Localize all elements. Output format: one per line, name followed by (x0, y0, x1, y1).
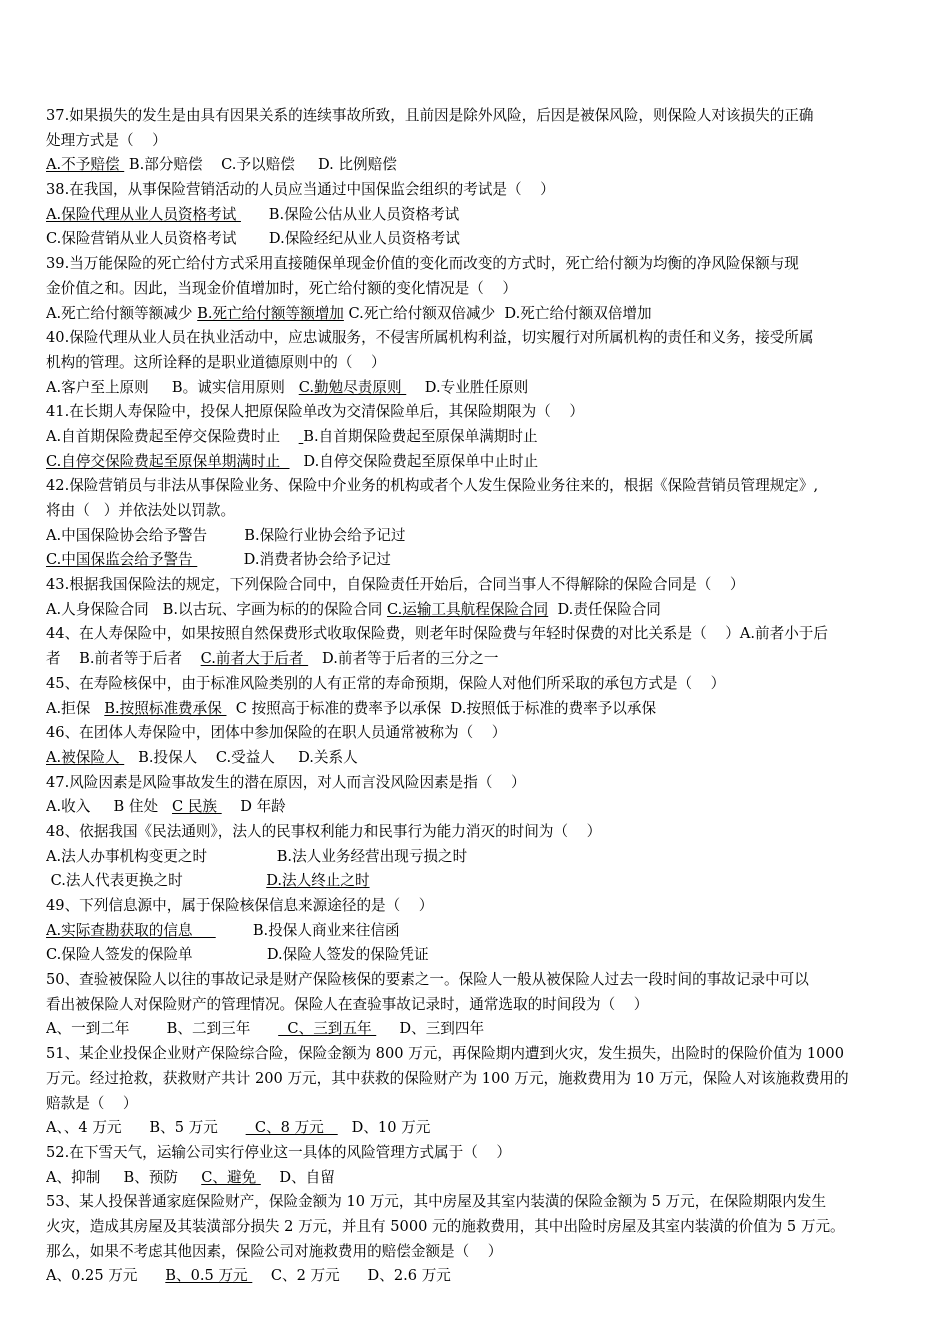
text-segment: 38.在我国，从事保险营销活动的人员应当通过中国保监会组织的考试是（ ） (46, 181, 555, 199)
text-segment: A.收入 B 住处 (46, 798, 173, 816)
answer-text: B、0.5 万元 (165, 1267, 253, 1285)
text-segment: 看出被保险人对保险财产的管理情况。保险人在查验事故记录时，通常选取的时间段为（ ） (46, 995, 649, 1013)
answer-text: D.法人终止之时 (266, 872, 370, 890)
text-segment: A.法人办事机构变更之时 B.法人业务经营出现亏损之时 (46, 847, 468, 865)
text-line (46, 326, 908, 351)
text-segment: A、0.25 万元 (46, 1267, 166, 1285)
text-segment: C.死亡给付额双倍减少 D.死亡给付额双倍增加 (343, 304, 652, 322)
text-segment: A.死亡给付额等额减少 (46, 304, 198, 322)
answer-text: A.不予赔偿 (46, 156, 125, 174)
text-line (46, 351, 908, 376)
text-line (46, 919, 908, 944)
text-line (46, 869, 908, 894)
text-segment: D、三到四年 (376, 1020, 485, 1038)
text-segment: A.客户至上原则 B。诚实信用原则 (46, 378, 299, 396)
text-line (46, 672, 908, 697)
text-segment: 那么，如果不考虑其他因素，保险公司对施救费用的赔偿金额是（ ） (46, 1242, 503, 1260)
text-segment: D.自停交保险费起至原保单中止时止 (289, 452, 539, 470)
text-line (46, 425, 908, 450)
text-segment: C.保险营销从业人员资格考试 D.保险经纪从业人员资格考试 (46, 230, 460, 248)
answer-text: B.死亡给付额等额增加 (197, 304, 344, 322)
text-segment: 45、在寿险核保中，由于标准风险类别的人有正常的寿命预期，保险人对他们所采取的承包方式是（ ） (46, 674, 726, 692)
text-line (46, 178, 908, 203)
text-segment: 万元。经过抢救，获救财产共计 200 万元，其中获救的保险财产为 100 万元，施救费用为 10 万元，保险人对该施救费用的 (46, 1069, 849, 1087)
answer-text: C、三到五年 (278, 1020, 377, 1038)
text-segment: D 年龄 (221, 798, 286, 816)
text-line (46, 1166, 908, 1191)
text-line (46, 499, 908, 524)
text-line (46, 400, 908, 425)
text-line (46, 845, 908, 870)
answer-text: C.运输工具航程保险合同 (386, 600, 549, 618)
text-line (46, 771, 908, 796)
answer-text: C.自停交保险费起至原保单期满时止 (46, 452, 290, 470)
text-line (46, 104, 908, 129)
text-segment: D.前者等于后者的三分之一 (308, 650, 499, 668)
answer-text: C.勤勉尽责原则 (298, 378, 407, 396)
text-line (46, 1116, 908, 1141)
text-line (46, 598, 908, 623)
text-line (46, 721, 908, 746)
text-line (46, 227, 908, 252)
text-line (46, 474, 908, 499)
text-segment: A.拒保 (46, 699, 105, 717)
text-segment: C 按照高于标准的费率予以承保 D.按照低于标准的费率予以承保 (226, 699, 657, 717)
text-line (46, 548, 908, 573)
text-segment: A、抑制 B、预防 (46, 1168, 202, 1186)
text-segment: 金价值之和。因此，当现金价值增加时，死亡给付额的变化情况是（ ） (46, 279, 517, 297)
answer-text: B.按照标准费承保 (104, 699, 227, 717)
text-segment: 处理方式是（ ） (46, 131, 167, 149)
text-segment: 40.保险代理从业人员在执业活动中，应忠诚服务，不侵害所属机构利益，切实履行对所属机构的责任和义务，接受所属 (46, 329, 814, 347)
text-segment: A.自首期保险费起至停交保险费时止 (46, 427, 299, 445)
answer-text: C、8 万元 (245, 1119, 338, 1137)
answer-text: C、避免 (201, 1168, 261, 1186)
answer-text: C.中国保监会给予警告 (46, 551, 198, 569)
text-line (46, 993, 908, 1018)
text-segment: A.中国保险协会给予警告 B.保险行业协会给予记过 (46, 526, 406, 544)
text-segment: B.保险公估从业人员资格考试 (240, 205, 460, 223)
text-line (46, 252, 908, 277)
exam-document (46, 104, 908, 1289)
text-line (46, 203, 908, 228)
text-line (46, 1215, 908, 1240)
text-line (46, 795, 908, 820)
text-line (46, 1264, 908, 1289)
text-segment: 48、依据我国《民法通则》，法人的民事权利能力和民事行为能力消灭的时间为（ ） (46, 822, 602, 840)
text-line (46, 1042, 908, 1067)
text-segment: 44、在人寿保险中，如果按照自然保费形式收取保险费，则老年时保险费与年轻时保费的对比关系是（ ）A.前者小于后 (46, 625, 828, 643)
text-line (46, 746, 908, 771)
text-segment: C.保险人签发的保险单 D.保险人签发的保险凭证 (46, 946, 429, 964)
text-segment: 52.在下雪天气，运输公司实行停业这一具体的风险管理方式属于（ ） (46, 1143, 511, 1161)
text-line (46, 277, 908, 302)
text-segment: D、10 万元 (337, 1119, 431, 1137)
text-segment: 赔款是（ ） (46, 1094, 138, 1112)
text-segment: C、2 万元 D、2.6 万元 (252, 1267, 451, 1285)
answer-text: A.实际查勘获取的信息 (46, 921, 216, 939)
text-line (46, 1190, 908, 1215)
text-segment: B.投保人商业来往信函 (215, 921, 400, 939)
text-segment: A.人身保险合同 B.以古玩、字画为标的的保险合同 (46, 600, 387, 618)
text-segment: 42.保险营销员与非法从事保险业务、保险中介业务的机构或者个人发生保险业务往来的，根据《保险营销员管理规定》, (46, 477, 819, 495)
text-segment: A、一到二年 B、二到三年 (46, 1020, 279, 1038)
text-line (46, 573, 908, 598)
text-segment: C.法人代表更换之时 (46, 872, 267, 890)
text-line (46, 647, 908, 672)
text-segment: 46、在团体人寿保险中，团体中参加保险的在职人员通常被称为（ ） (46, 724, 507, 742)
text-segment: 37.如果损失的发生是由具有因果关系的连续事故所致，且前因是除外风险，后因是被保风险，则保险人对该损失的正确 (46, 107, 814, 124)
text-segment: 53、某人投保普通家庭保险财产，保险金额为 10 万元，其中房屋及其室内装潢的保险金额为 5 万元，在保险期限内发生 (46, 1193, 827, 1211)
answer-text: C.前者大于后者 (200, 650, 309, 668)
text-line (46, 524, 908, 549)
text-segment: 43.根据我国保险法的规定，下列保险合同中，自保险责任开始后，合同当事人不得解除的保险合同是（ ） (46, 576, 745, 594)
text-line (46, 820, 908, 845)
text-segment: D.消费者协会给予记过 (197, 551, 391, 569)
text-line (46, 697, 908, 722)
text-line (46, 943, 908, 968)
text-segment: 者 B.前者等于后者 (46, 650, 201, 668)
text-segment: 机构的管理。这所诠释的是职业道德原则中的（ ） (46, 353, 386, 371)
text-line (46, 302, 908, 327)
text-segment: 火灾，造成其房屋及其装潢部分损失 2 万元，并且有 5000 元的施救费用，其中出险时房屋及其室内装潢的价值为 5 万元。 (46, 1217, 845, 1235)
text-segment: D.专业胜任原则 (406, 378, 529, 396)
text-line (46, 968, 908, 993)
text-segment: B.部分赔偿 C.予以赔偿 D. 比例赔偿 (124, 156, 397, 174)
text-segment: B.投保人 C.受益人 D.关系人 (124, 748, 358, 766)
answer-text: A.保险代理从业人员资格考试 (46, 205, 241, 223)
text-segment: B.自首期保险费起至原保单满期时止 (303, 427, 538, 445)
text-segment: 41.在长期人寿保险中，投保人把原保险单改为交清保险单后，其保险期限为（ ） (46, 403, 584, 421)
text-line (46, 376, 908, 401)
text-segment: A、、4 万元 B、5 万元 (46, 1119, 246, 1137)
text-segment: 47.风险因素是风险事故发生的潜在原因，对人而言没风险因素是指（ ） (46, 773, 526, 791)
text-segment: 50、查验被保险人以往的事故记录是财产保险核保的要素之一。保险人一般从被保险人过去一段时间的事故记录中可以 (46, 971, 809, 989)
text-line (46, 1092, 908, 1117)
text-segment: 51、某企业投保企业财产保险综合险，保险金额为 800 万元，再保险期内遭到火灾，发生损失，出险时的保险价值为 1000 (46, 1045, 844, 1063)
answer-text: C 民族 (172, 798, 222, 816)
text-line (46, 1017, 908, 1042)
text-line (46, 894, 908, 919)
text-segment: 39.当万能保险的死亡给付方式采用直接随保单现金价值的变化而改变的方式时，死亡给付额为均衡的净风险保额与现 (46, 255, 799, 273)
answer-text: A.被保险人 (46, 748, 125, 766)
text-segment: D.责任保险合同 (548, 600, 661, 618)
text-segment: 将由（ ）并依法处以罚款。 (46, 502, 236, 519)
text-line (46, 129, 908, 154)
text-segment: 49、下列信息源中，属于保险核保信息来源途径的是（ ） (46, 897, 434, 914)
text-line (46, 1141, 908, 1166)
text-line (46, 450, 908, 475)
text-line (46, 1067, 908, 1092)
text-segment: D、自留 (260, 1168, 335, 1186)
text-line (46, 153, 908, 178)
text-line (46, 1240, 908, 1265)
text-line (46, 622, 908, 647)
